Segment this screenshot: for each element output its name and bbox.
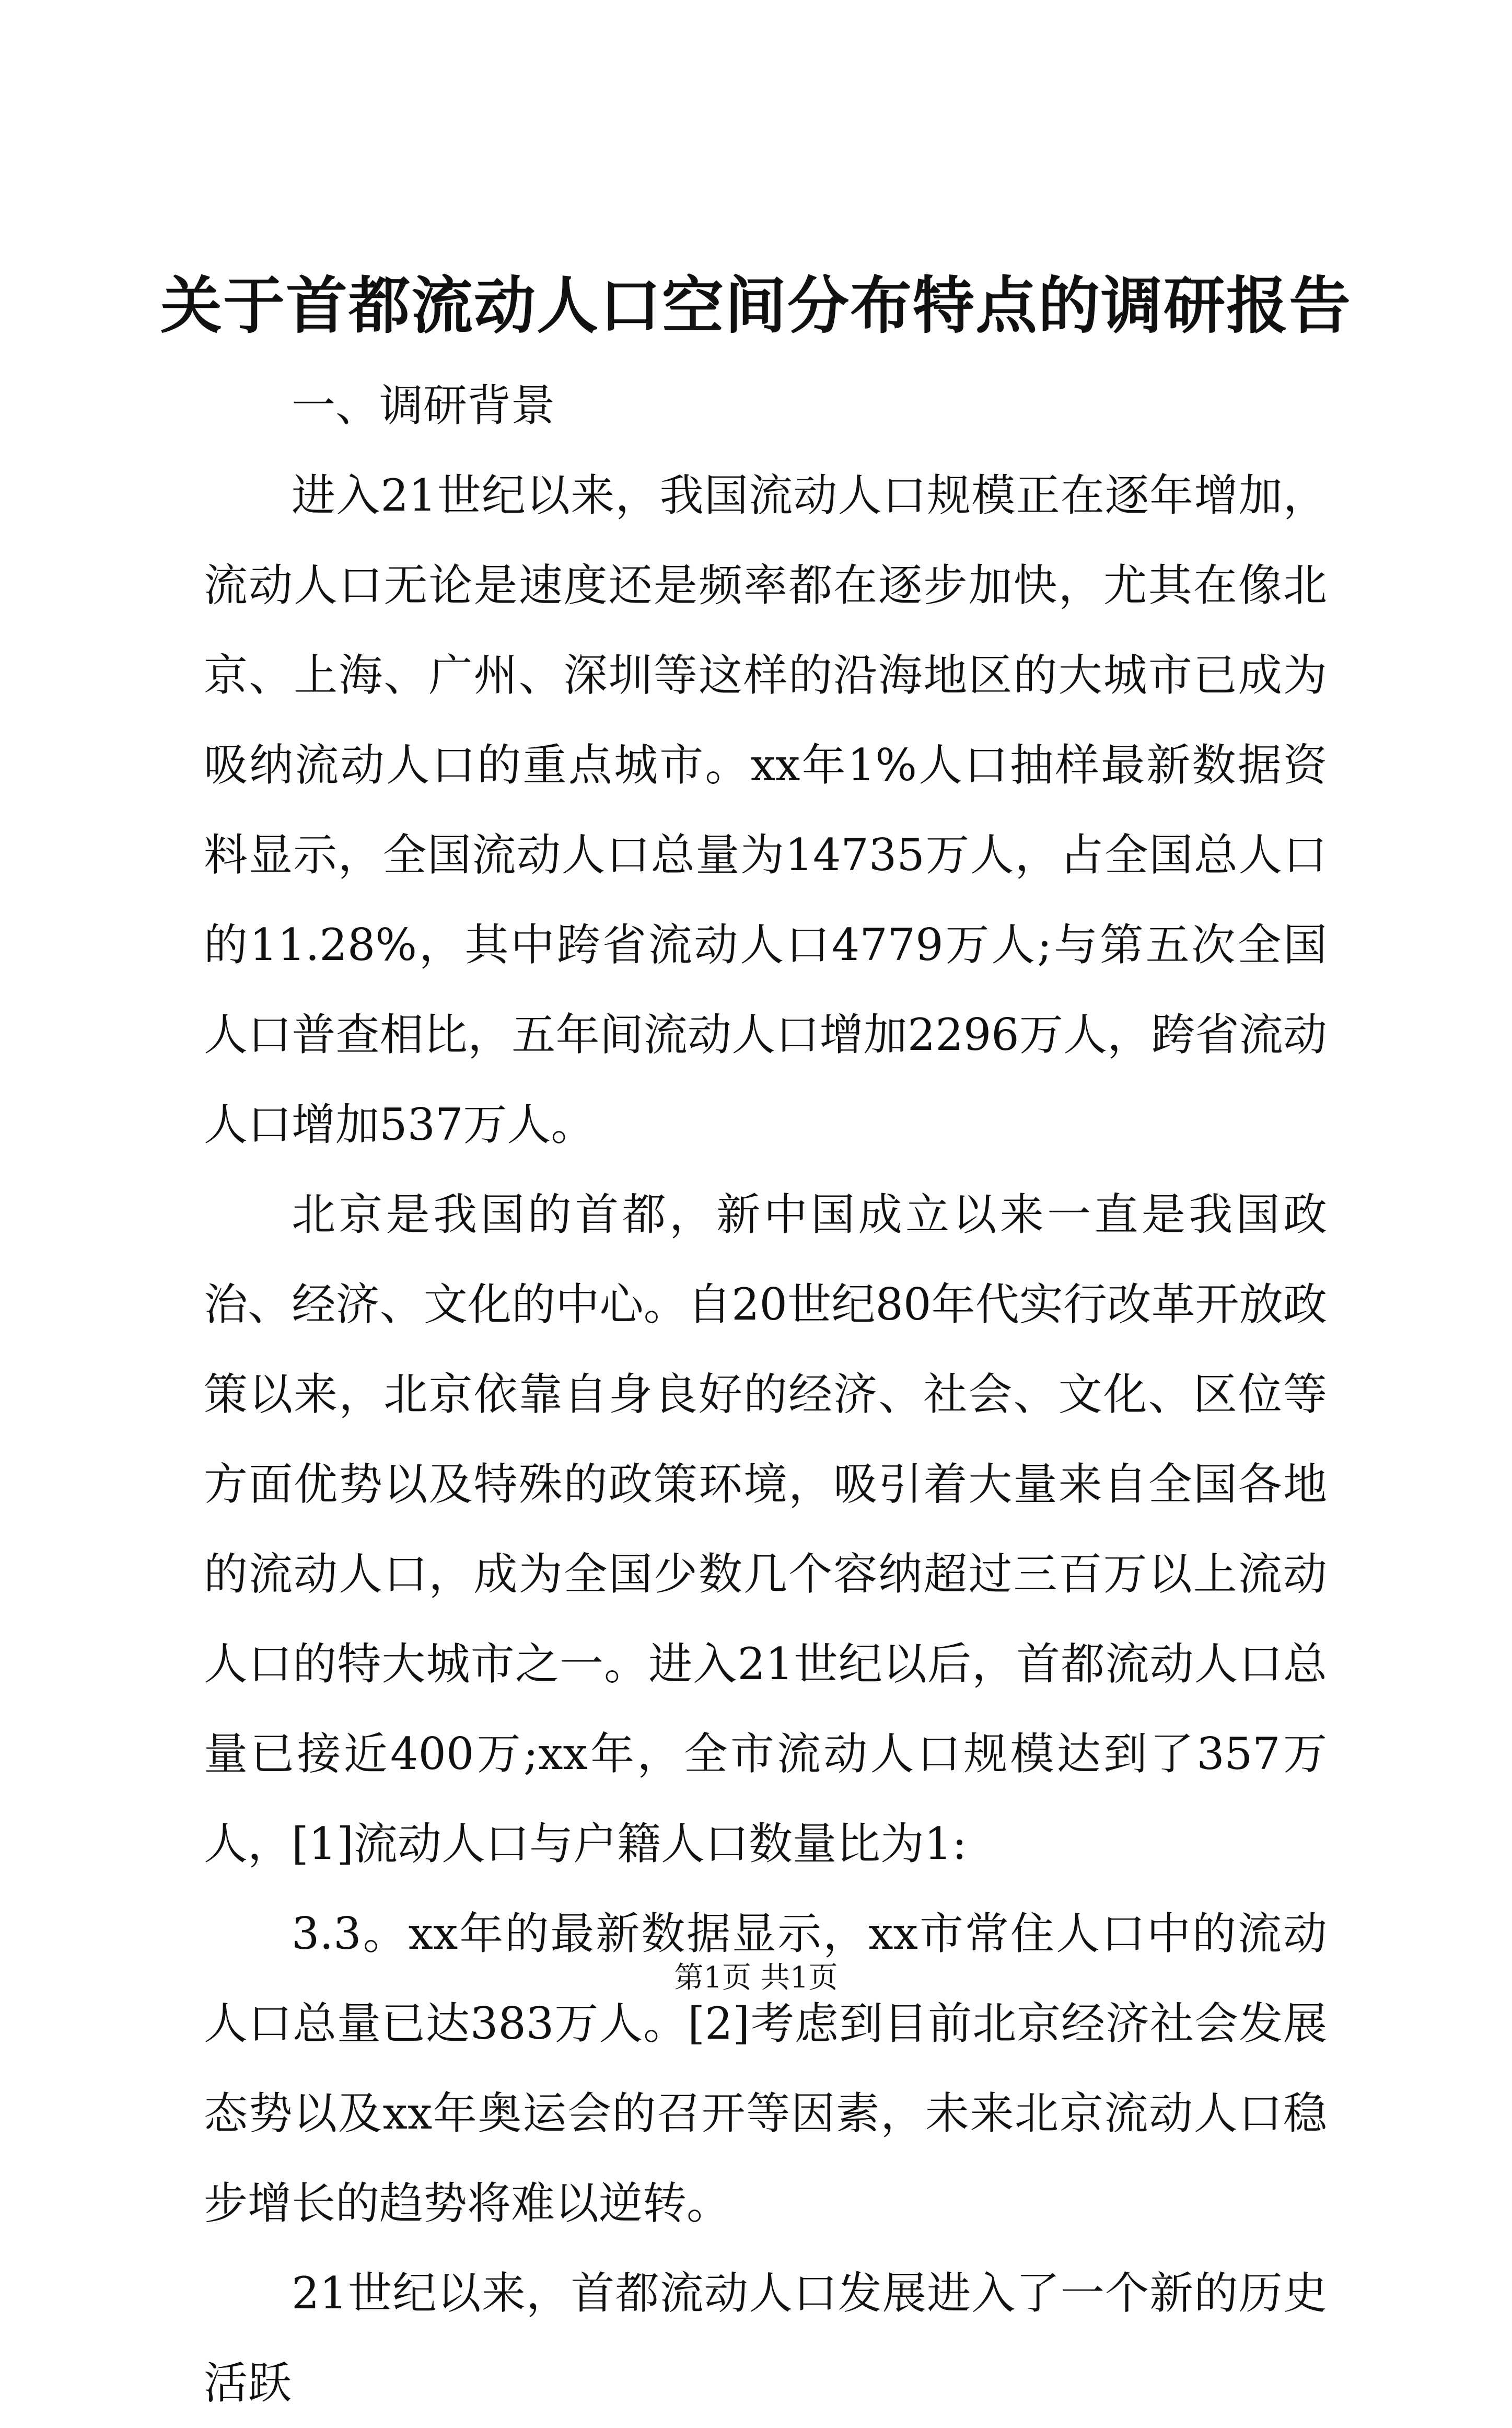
- document-body: [204, 361, 1327, 2428]
- paragraph-beijing-capital: 北京是我国的首都，新中国成立以来一直是我国政治、经济、文化的中心。自20世纪80年代实行改革开放政策以来，北京依靠自身良好的经济、社会、文化、区位等方面优势以及特殊的政策环境，吸引着大量来自全国各地的流动人口，成为全国少数几个容纳超过三百万以上流动人口的特大城市之一。进入21世纪以后，首都流动人口总量已接近400万;xx年，全市流动人口规模达到了357万人，[1]流动人口与户籍人口数量比为1:: [204, 1189, 1327, 1869]
- paragraph-national-migration: 进入21世纪以来，我国流动人口规模正在逐年增加，流动人口无论是速度还是频率都在逐步加快，尤其在像北京、上海、广州、深圳等这样的沿海地区的大城市已成为吸纳流动人口的重点城市。xx年1%人口抽样最新数据资料显示，全国流动人口总量为14735万人，占全国总人口的11.28%，其中跨省流动人口4779万人;与第五次全国人口普查相比，五年间流动人口增加2296万人，跨省流动人口增加537万人。: [204, 470, 1327, 1150]
- paragraph-latest-data: 3.3。xx年的最新数据显示，xx市常住人口中的流动人口总量已达383万人。[2]考虑到目前北京经济社会发展态势以及xx年奥运会的召开等因素，未来北京流动人口稳步增长的趋势将难以逆转。: [204, 1908, 1327, 2229]
- document-title: 关于首都流动人口空间分布特点的调研报告: [160, 269, 1352, 342]
- page-footer: 第1页 共1页: [674, 1961, 838, 1995]
- paragraph-new-era: 21世纪以来，首都流动人口发展进入了一个新的历史活跃: [204, 2268, 1327, 2409]
- section-heading-background: 一、调研背景: [292, 380, 555, 431]
